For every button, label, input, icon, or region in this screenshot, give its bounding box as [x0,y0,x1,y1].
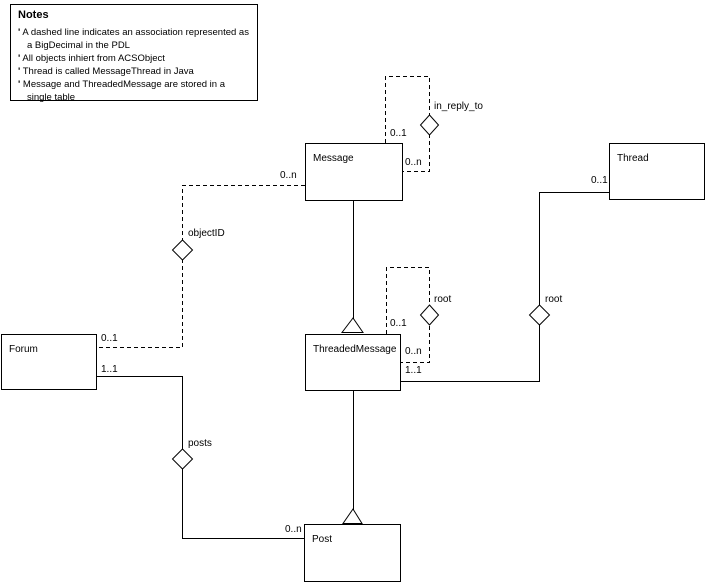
generalization-arrow-icon [343,509,362,524]
multiplicity-in-reply-to-source: 0..1 [390,128,407,139]
objectid-diamond-icon [173,240,193,260]
multiplicity-root-threadedmessage-end: 1..1 [405,365,422,376]
association-name-root-self: root [434,294,452,305]
association-line-posts [97,377,304,539]
multiplicity-objectid-message-end: 0..n [280,170,297,181]
entity-forum[interactable] [1,334,97,390]
posts-diamond-icon [173,449,193,469]
association-line-objectid [97,186,305,348]
multiplicity-root-thread-end: 0..1 [591,175,608,186]
bullet-icon: ' [18,79,21,90]
notes-item-text: A dashed line indicates an association represented as a BigDecimal in the PDL [22,27,249,51]
notes-item-text: Message and ThreadedMessage are stored in a single table [22,79,225,103]
association-name-objectid: objectID [188,228,225,239]
bullet-icon: ' [18,53,21,64]
multiplicity-root-self-target: 0..n [405,346,422,357]
root-thread-diamond-icon [530,305,550,325]
multiplicity-in-reply-to-target: 0..n [405,157,422,168]
entity-label: Forum [9,344,38,355]
notes-item [18,65,250,78]
entity-label: Thread [617,153,649,164]
entity-post[interactable] [304,524,401,582]
association-name-posts: posts [188,438,212,449]
notes-title: Notes [18,9,49,21]
entity-threaded-message[interactable] [305,334,401,391]
entity-message[interactable] [305,143,403,201]
root-self-diamond-icon [421,305,439,325]
notes-item-text: Thread is called MessageThread in Java [22,66,194,77]
notes-item [18,26,250,52]
notes-item-text: All objects inhiert from ACSObject [22,53,165,64]
multiplicity-posts-forum-end: 1..1 [101,364,118,375]
multiplicity-root-self-source: 0..1 [390,318,407,329]
entity-label: Message [313,153,354,164]
entity-label: Post [312,534,333,545]
bullet-icon: ' [18,66,21,77]
generalization-arrow-icon [342,318,363,333]
association-line-root-thread [401,193,609,382]
notes-item [18,52,250,65]
notes-box [10,4,258,101]
entity-label: ThreadedMessage [313,344,397,355]
entity-thread[interactable] [609,143,705,200]
in-reply-to-diamond-icon [421,115,439,135]
multiplicity-posts-post-end: 0..n [285,524,302,535]
multiplicity-objectid-forum-end: 0..1 [101,333,118,344]
notes-item [18,78,250,104]
association-name-in-reply-to: in_reply_to [434,101,483,112]
association-name-root-thread: root [545,294,563,305]
bullet-icon: ' [18,27,21,38]
